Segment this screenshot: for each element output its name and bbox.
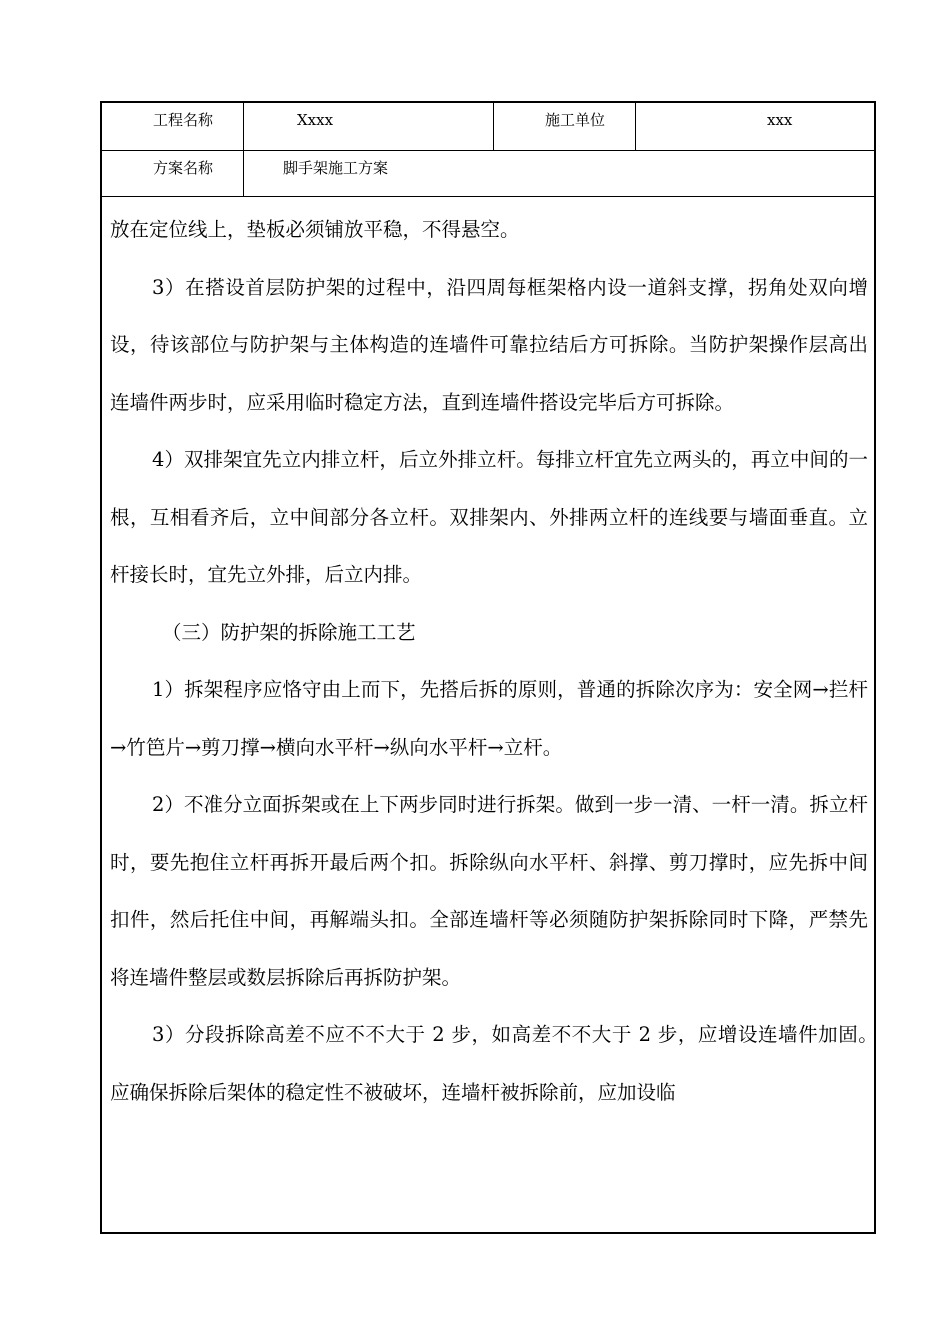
cell-divider: [635, 103, 636, 151]
section-heading: （三）防护架的拆除施工工艺: [162, 620, 416, 644]
header-row-plan: [102, 151, 874, 197]
document-table: [100, 101, 888, 1234]
contractor-value: xxx: [767, 111, 793, 129]
paragraph: 2）不准分立面拆架或在上下两步同时进行拆架。做到一步一清、一杆一清。拆立杆时，要先抱住立杆再拆开最后两个扣。拆除纵向水平杆、斜撑、剪刀撑时，应先拆中间扣件，然后托住中间，再解端头扣。全部连墙杆等必须随防护架拆除同时下降，严禁先将连墙件整层或数层拆除后再拆防护架。: [110, 793, 868, 989]
project-name-value: Xxxx: [297, 111, 334, 129]
paragraph: 3）分段拆除高差不应不不大于 2 步，如高差不不大于 2 步，应增设连墙件加固。 应确保拆除后架体的稳定性不被破坏，连墙杆被拆除前，应加设临: [110, 1023, 888, 1104]
project-name-label: 工程名称: [153, 111, 214, 129]
contractor-label: 施工单位: [545, 111, 606, 129]
document-body: [110, 201, 888, 1121]
plan-name-value: 脚手架施工方案: [283, 159, 389, 177]
cell-divider: [243, 103, 244, 151]
cell-divider: [243, 151, 244, 197]
paragraph: 4）双排架宜先立内排立杆，后立外排立杆。每排立杆宜先立两头的，再立中间的一根，互相看齐后，立中间部分各立杆。双排架内、外排两立杆的连线要与墙面垂直。立杆接长时，宜先立外排，后立内排。: [110, 448, 868, 586]
paragraph: 1）拆架程序应恪守由上而下，先搭后拆的原则，普通的拆除次序为：安全网→拦杆→竹笆片→剪刀撑→横向水平杆→纵向水平杆→立杆。: [110, 678, 868, 759]
paragraph: 3）在搭设首层防护架的过程中，沿四周每框架格内设一道斜支撑，拐角处双向增设，待该部位与防护架与主体构造的连墙件可靠拉结后方可拆除。当防护架操作层高出连墙件两步时，应采用临时稳定方法，直到连墙件搭设完毕后方可拆除。: [110, 275, 868, 414]
plan-name-label: 方案名称: [153, 159, 214, 177]
cell-divider: [493, 103, 494, 151]
paragraph: 放在定位线上，垫板必须铺放平稳，不得悬空。: [110, 218, 520, 241]
header-row-project: [102, 103, 874, 151]
